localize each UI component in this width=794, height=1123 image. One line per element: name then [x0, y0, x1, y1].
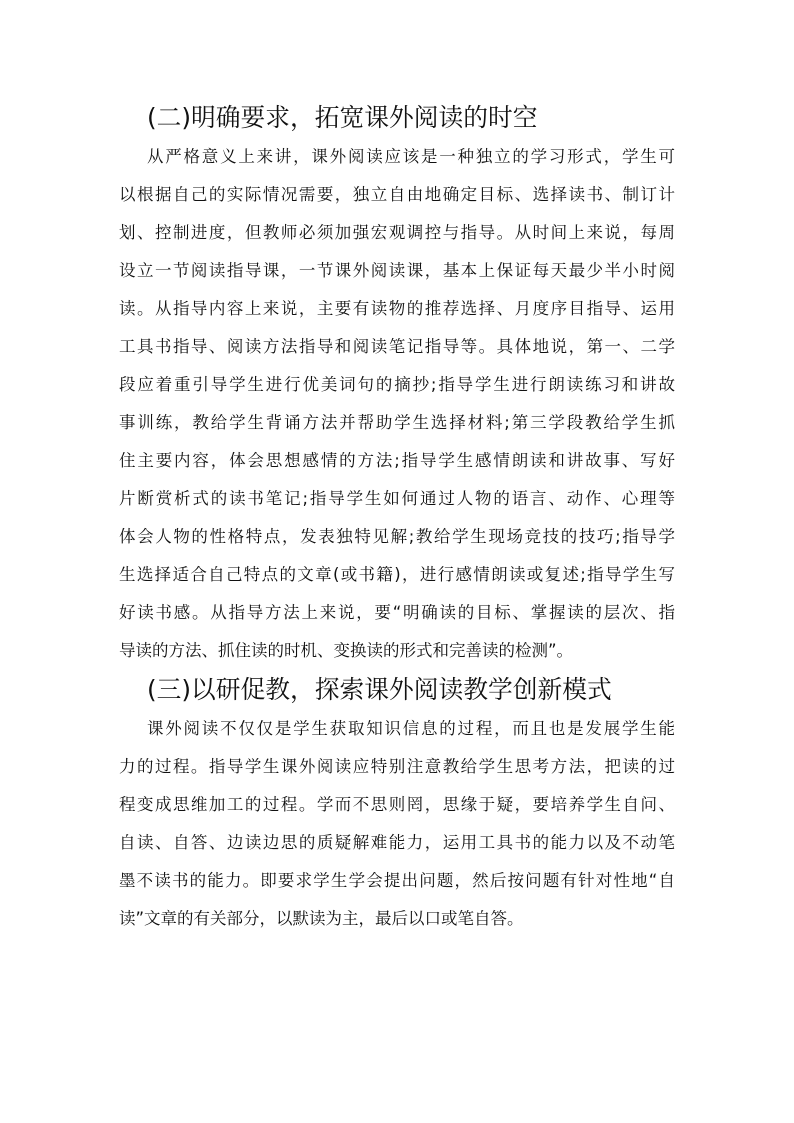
document-body	[119, 98, 675, 938]
text-line: 好读书感。从指导方法上来说，要“明确读的目标、掌握读的层次、指	[119, 603, 675, 622]
text-line: 从严格意义上来讲，课外阅读应该是一种独立的学习形式，学生可	[147, 147, 675, 166]
text-line: 工具书指导、阅读方法指导和阅读笔记指导等。具体地说，第一、二学	[119, 337, 675, 356]
text-line: 读”文章的有关部分，以默读为主，最后以口或笔自答。	[119, 909, 524, 928]
section-heading: (二)明确要求，拓宽课外阅读的时空	[147, 103, 538, 132]
text-line: 住主要内容，体会思想感情的方法;指导学生感情朗读和讲故事、写好	[119, 451, 675, 470]
text-line: 导读的方法、抓住读的时机、变换读的形式和完善读的检测”。	[119, 641, 574, 660]
text-line: 程变成思维加工的过程。学而不思则罔，思缘于疑，要培养学生自问、	[119, 795, 675, 814]
text-line: 以根据自己的实际情况需要，独立自由地确定目标、选择读书、制订计	[119, 185, 675, 204]
text-line: 课外阅读不仅仅是学生获取知识信息的过程，而且也是发展学生能	[147, 719, 675, 738]
text-line: 设立一节阅读指导课，一节课外阅读课，基本上保证每天最少半小时阅	[119, 261, 675, 280]
text-line: 自读、自答、边读边思的质疑解难能力，运用工具书的能力以及不动笔	[119, 833, 675, 852]
text-line: 墨不读书的能力。即要求学生学会提出问题，然后按问题有针对性地“自	[119, 871, 675, 890]
text-line: 生选择适合自己特点的文章(或书籍)，进行感情朗读或复述;指导学生写	[119, 565, 675, 584]
text-line: 读。从指导内容上来说，主要有读物的推荐选择、月度序目指导、运用	[119, 299, 675, 318]
text-line: 片断赏析式的读书笔记;指导学生如何通过人物的语言、动作、心理等	[119, 489, 675, 508]
section-heading: (三)以研促教，探索课外阅读教学创新模式	[147, 675, 612, 704]
text-line: 事训练，教给学生背诵方法并帮助学生选择材料;第三学段教给学生抓	[119, 413, 675, 432]
paragraph	[119, 710, 675, 938]
text-line: 力的过程。指导学生课外阅读应特别注意教给学生思考方法，把读的过	[119, 757, 675, 776]
text-line: 体会人物的性格特点，发表独特见解;教给学生现场竞技的技巧;指导学	[119, 527, 675, 546]
paragraph	[119, 138, 675, 670]
text-line: 划、控制进度，但教师必须加强宏观调控与指导。从时间上来说，每周	[119, 223, 675, 242]
text-line: 段应着重引导学生进行优美词句的摘抄;指导学生进行朗读练习和讲故	[119, 375, 675, 394]
